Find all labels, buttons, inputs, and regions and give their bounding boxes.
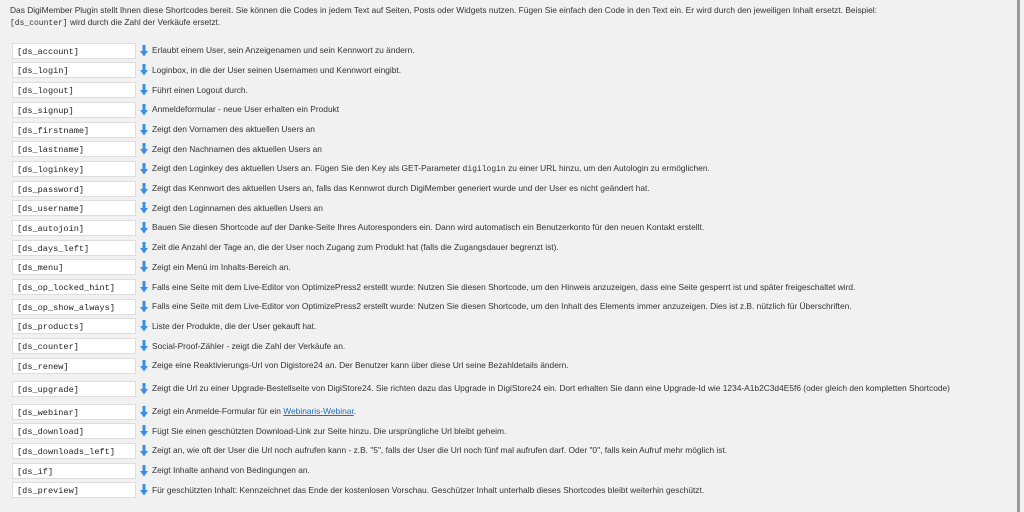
shortcode-description: Falls eine Seite mit dem Live-Editor von OptimizePress2 erstellt wurde: Nutzen Sie diesen Shortcode, um den Inhalt des Elements immer anzuzeigen. Dies ist z.B. nützlich für Überschriften. [152,301,852,312]
download-arrow-icon[interactable] [140,301,148,313]
shortcode-field[interactable]: [ds_downloads_left] [12,443,136,459]
shortcode-description: Anmeldeformular - neue User erhalten ein Produkt [152,104,340,115]
download-arrow-icon[interactable] [140,281,148,293]
webinar-link[interactable]: Webinaris-Webinar [283,406,354,417]
shortcode-field[interactable]: [ds_loginkey] [12,161,136,177]
shortcode-description: Zeigt den Loginnamen des aktuellen Users an [152,202,323,213]
intro-text-before: Das DigiMember Plugin stellt Ihnen diese Shortcodes bereit. Sie können die Codes in jedem Text auf Seiten, Posts oder Widgets nutzen. Fügen Sie einfach den Code in den Text ein. Er wird durch den jeweiligen Inhalt ersetzt. Beispiel: [10,5,877,15]
shortcode-row [12,80,1012,100]
intro-example-code: [ds_counter] [10,19,68,28]
download-arrow-icon[interactable] [140,202,148,214]
download-arrow-icon[interactable] [140,143,148,155]
shortcode-field[interactable]: [ds_logout] [12,82,136,98]
download-arrow-icon[interactable] [140,406,148,418]
intro-text [10,4,1010,30]
shortcode-field[interactable]: [ds_account] [12,43,136,59]
shortcode-field[interactable]: [ds_renew] [12,358,136,374]
shortcode-field[interactable]: [ds_password] [12,181,136,197]
download-arrow-icon[interactable] [140,484,148,496]
download-arrow-icon[interactable] [140,163,148,175]
shortcode-row [12,238,1012,258]
shortcode-list [12,41,1012,500]
shortcode-row [12,402,1012,422]
download-arrow-icon[interactable] [140,320,148,332]
shortcode-description: Zeigt den Nachnamen des aktuellen Users an [152,143,322,154]
intro-text-after: wird durch die Zahl der Verkäufe ersetzt. [69,17,221,27]
shortcode-row [12,41,1012,61]
download-arrow-icon[interactable] [140,340,148,352]
shortcode-description: Loginbox, in die der User seinen Usernamen und Kennwort eingibt. [152,64,402,75]
shortcode-description [152,406,1012,417]
shortcode-field[interactable]: [ds_upgrade] [12,381,136,397]
shortcode-field[interactable]: [ds_op_show_always] [12,299,136,315]
description-text: Zeigt den Loginkey des aktuellen Users an. Fügen Sie den Key als GET-Parameter [152,162,461,173]
shortcode-row [12,179,1012,199]
shortcode-field[interactable]: [ds_lastname] [12,141,136,157]
download-arrow-icon[interactable] [140,222,148,234]
shortcode-field[interactable]: [ds_webinar] [12,404,136,420]
shortcode-field[interactable]: [ds_autojoin] [12,220,136,236]
shortcode-row [12,376,1012,402]
shortcode-description: Fügt Sie einen geschützten Download-Link zur Seite hinzu. Die ursprüngliche Url bleibt geheim. [152,425,507,436]
shortcode-row [12,100,1012,120]
shortcode-row [12,441,1012,461]
shortcode-description: Liste der Produkte, die der User gekauft hat. [152,320,317,331]
download-arrow-icon[interactable] [140,124,148,136]
shortcode-row [12,297,1012,317]
shortcode-description: Für geschützten Inhalt: Kennzeichnet das Ende der kostenlosen Vorschau. Geschützer Inhalt unterhalb dieses Shortcodes bleibt weiterhin geschützt. [152,484,705,495]
shortcode-row [12,277,1012,297]
download-arrow-icon[interactable] [140,64,148,76]
download-arrow-icon[interactable] [140,104,148,116]
shortcode-field[interactable]: [ds_signup] [12,102,136,118]
shortcode-row [12,336,1012,356]
shortcode-description [152,163,1012,175]
shortcode-field[interactable]: [ds_login] [12,62,136,78]
description-text: . [353,406,357,417]
download-arrow-icon[interactable] [140,45,148,57]
shortcode-description: Zeigt Inhalte anhand von Bedingungen an. [152,465,310,476]
shortcode-row [12,120,1012,140]
download-arrow-icon[interactable] [140,360,148,372]
shortcode-description: Zeigt an, wie oft der User die Url noch aufrufen kann - z.B. "5", falls der User die Url noch fünf mal aufrufen darf. Oder "0", falls kein Aufruf mehr möglich ist. [152,445,728,456]
shortcode-field[interactable]: [ds_op_locked_hint] [12,279,136,295]
shortcode-description: Zeigt ein Menü im Inhalts-Bereich an. [152,261,291,272]
download-arrow-icon[interactable] [140,183,148,195]
shortcode-row [12,159,1012,179]
description-code: digilogin [462,164,506,174]
shortcode-field[interactable]: [ds_products] [12,318,136,334]
shortcode-description: Erlaubt einem User, sein Anzeigenamen und sein Kennwort zu ändern. [152,45,415,56]
shortcode-field[interactable]: [ds_days_left] [12,240,136,256]
shortcode-field[interactable]: [ds_preview] [12,482,136,498]
download-arrow-icon[interactable] [140,425,148,437]
shortcode-row [12,199,1012,219]
shortcode-row [12,421,1012,441]
shortcode-field[interactable]: [ds_if] [12,463,136,479]
shortcode-description: Zeigt das Kennwort des aktuellen Users an, falls das Kennwrot durch DigiMember generiert wurde und der User es nicht geändert hat. [152,183,650,194]
shortcode-row [12,461,1012,481]
shortcode-description: Falls eine Seite mit dem Live-Editor von OptimizePress2 erstellt wurde: Nutzen Sie diesen Shortcode, um den Hinweis anzuzeigen, dass eine Seite gesperrt ist und später freigeschaltet wird. [152,281,856,292]
download-arrow-icon[interactable] [140,445,148,457]
shortcode-description: Zeige eine Reaktivierungs-Url von Digistore24 an. Der Benutzer kann über diese Url seine Bezahldetails ändern. [152,360,569,371]
shortcode-row [12,218,1012,238]
shortcode-description: Zeigt die Url zu einer Upgrade-Bestellseite von DigiStore24. Sie richten dazu das Upgrade in DigiStore24 ein. Dort erhalten Sie dann eine Upgrade-Id wie 1234-A1b2C3d4E5f6 (oder gleich den kompletten Shortcode) [152,383,950,394]
shortcode-row [12,481,1012,501]
shortcode-row [12,139,1012,159]
shortcode-field[interactable]: [ds_download] [12,423,136,439]
description-text: zu einer URL hinzu, um den Autologin zu ermöglichen. [508,162,710,173]
download-arrow-icon[interactable] [140,84,148,96]
shortcode-description: Bauen Sie diesen Shortcode auf der Danke-Seite Ihres Autoresponders ein. Dann wird automatisch ein Benutzerkonto für den neuen Kontakt erstellt. [152,222,705,233]
shortcode-description: Führt einen Logout durch. [152,84,248,95]
shortcode-row [12,317,1012,337]
download-arrow-icon[interactable] [140,383,148,395]
shortcode-description: Zeigt den Vornamen des aktuellen Users an [152,124,315,135]
shortcode-row [12,258,1012,278]
download-arrow-icon[interactable] [140,465,148,477]
shortcode-field[interactable]: [ds_menu] [12,259,136,275]
shortcode-field[interactable]: [ds_counter] [12,338,136,354]
description-text: Zeigt ein Anmelde-Formular für ein [152,406,281,417]
shortcode-field[interactable]: [ds_firstname] [12,122,136,138]
download-arrow-icon[interactable] [140,242,148,254]
download-arrow-icon[interactable] [140,261,148,273]
shortcode-field[interactable]: [ds_username] [12,200,136,216]
shortcode-row [12,61,1012,81]
shortcode-description: Zeit die Anzahl der Tage an, die der User noch Zugang zum Produkt hat (falls die Zugangsdauer begrenzt ist). [152,242,559,253]
shortcode-description: Social-Proof-Zähler - zeigt die Zahl der Verkäufe an. [152,340,346,351]
shortcode-row [12,356,1012,376]
